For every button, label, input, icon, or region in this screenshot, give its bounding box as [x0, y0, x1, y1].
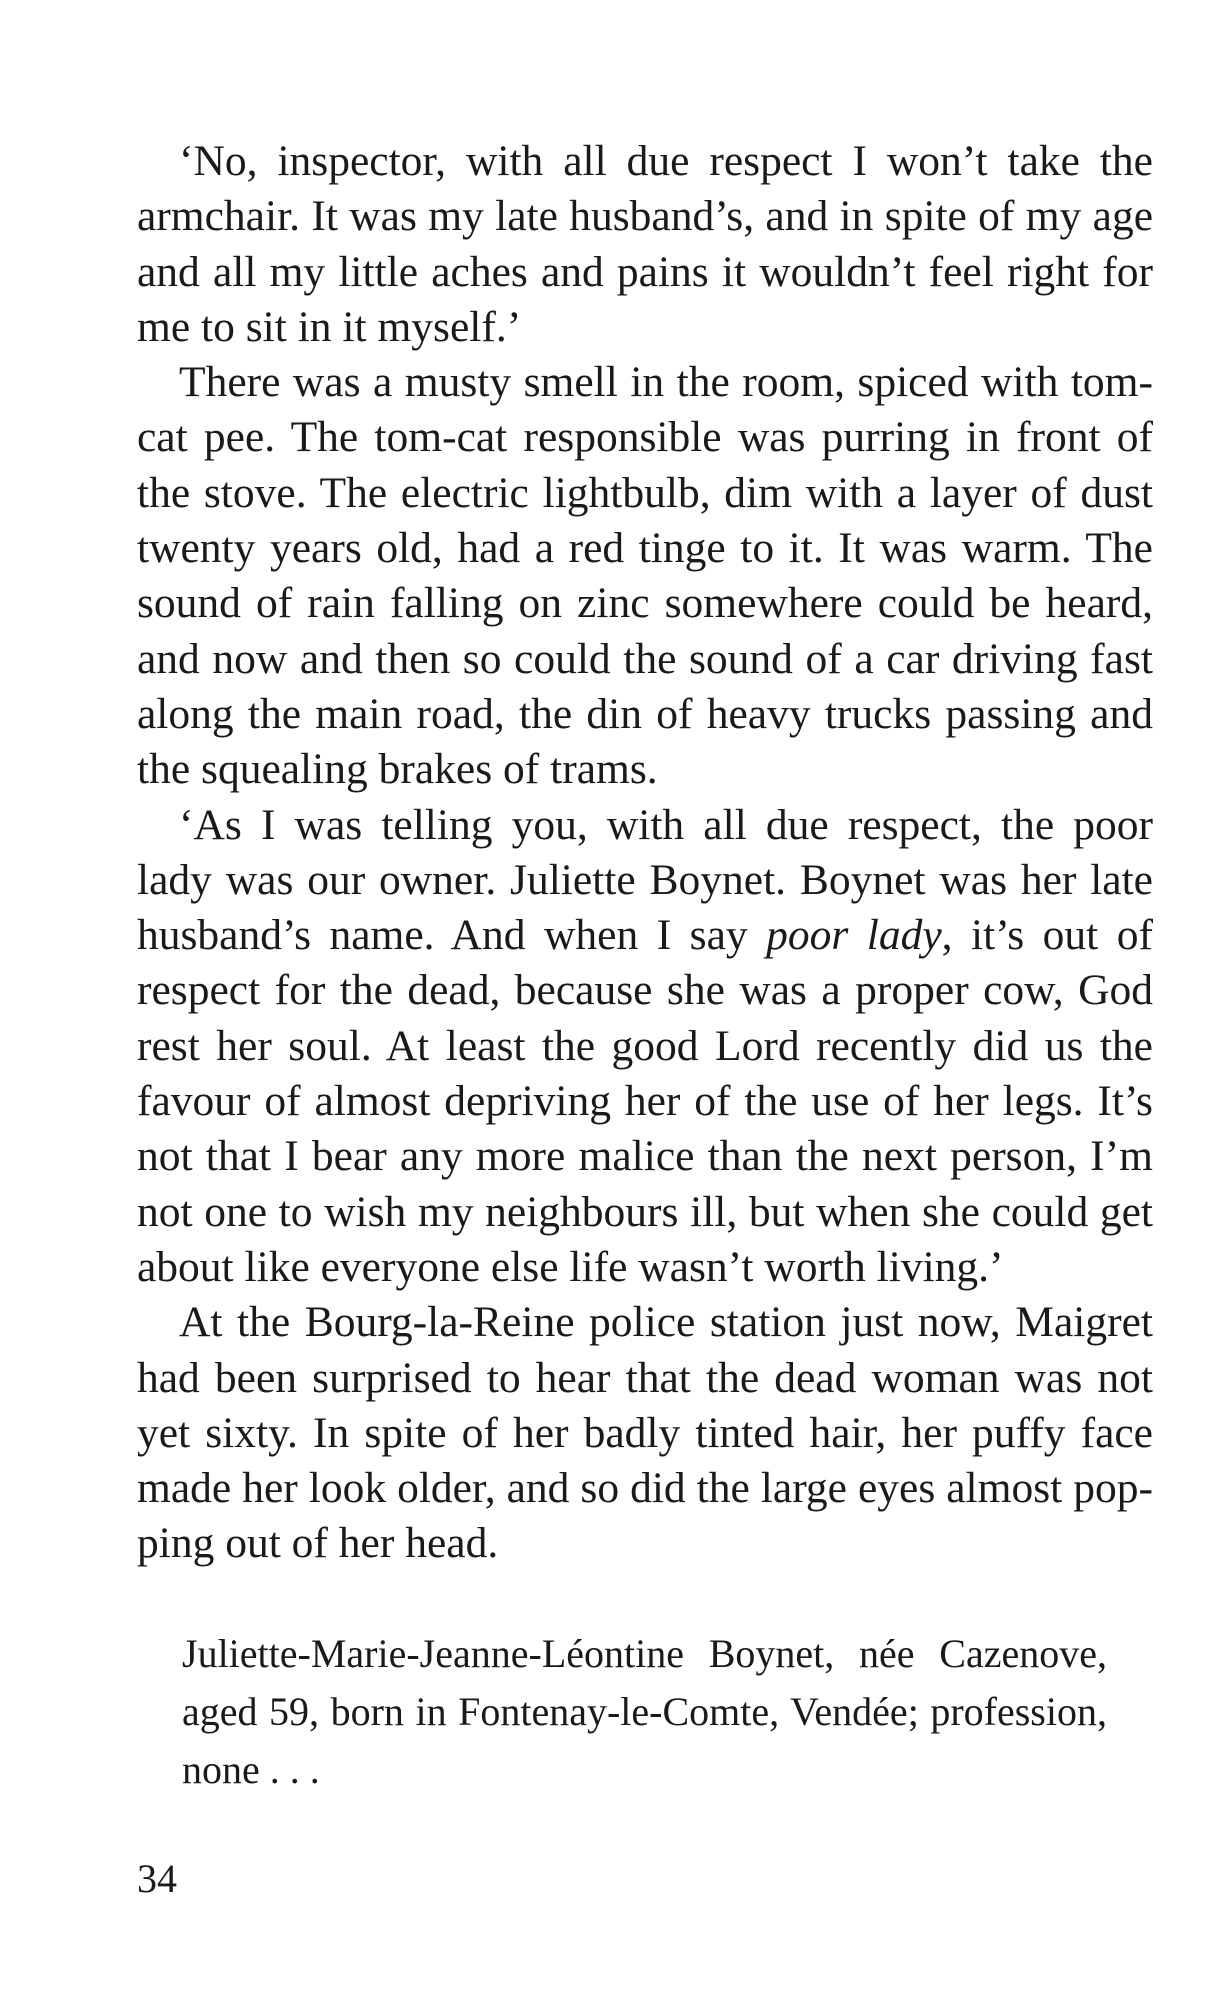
- identity-record: Juliette-Marie-Jeanne-Léontine Boynet, née Cazenove, aged 59, born in Fontenay-le-Comte, Vendée; profession, none . . .: [182, 1631, 1107, 1792]
- body-text: [137, 134, 1153, 1572]
- paragraph-poor-lady-end: , it’s out of respect for the dead, because she was a proper cow, God rest her soul. At least the good Lord recently did us the favour of almost depriving her of the use of her legs. It’s not that I bear any more malice than the next person, I’m not one to wish my neighbours ill, but when she could get about like everyone else life wasn’t worth living.’: [137, 911, 1153, 1291]
- page-number: 34: [137, 1856, 177, 1901]
- paragraph-police-station: At the Bourg-la-Reine police station just now, Maigret had been surprised to hear that the dead woman was not yet sixty. In spite of her badly tinted hair, her puffy face made her look older, and so did the large eyes almost popping out of her head.: [137, 1298, 1153, 1568]
- paragraph-musty-room: There was a musty smell in the room, spiced with tomcat pee. The tom-cat responsible was purring in front of the stove. The electric lightbulb, dim with a layer of dust twenty years old, had a red tinge to it. It was warm. The sound of rain falling on zinc somewhere could be heard, and now and then so could the sound of a car driving fast along the main road, the din of heavy trucks passing and the squealing brakes of trams.: [137, 358, 1153, 794]
- italic-poor-lady: poor lady: [766, 911, 942, 960]
- paragraph-armchair: ‘No, inspector, with all due respect I won’t take the armchair. It was my late husband’s, and in spite of my age and all my little aches and pains it wouldn’t feel right for me to sit in it myself.’: [137, 137, 1153, 351]
- paragraph-poor-lady: [137, 798, 1153, 1296]
- paragraph-poor-lady-start: ‘As I was telling you, with all due respect, the poor lady was our owner. Juliette Boynet. Boynet was her late husband’s name. And when I say: [137, 800, 1153, 960]
